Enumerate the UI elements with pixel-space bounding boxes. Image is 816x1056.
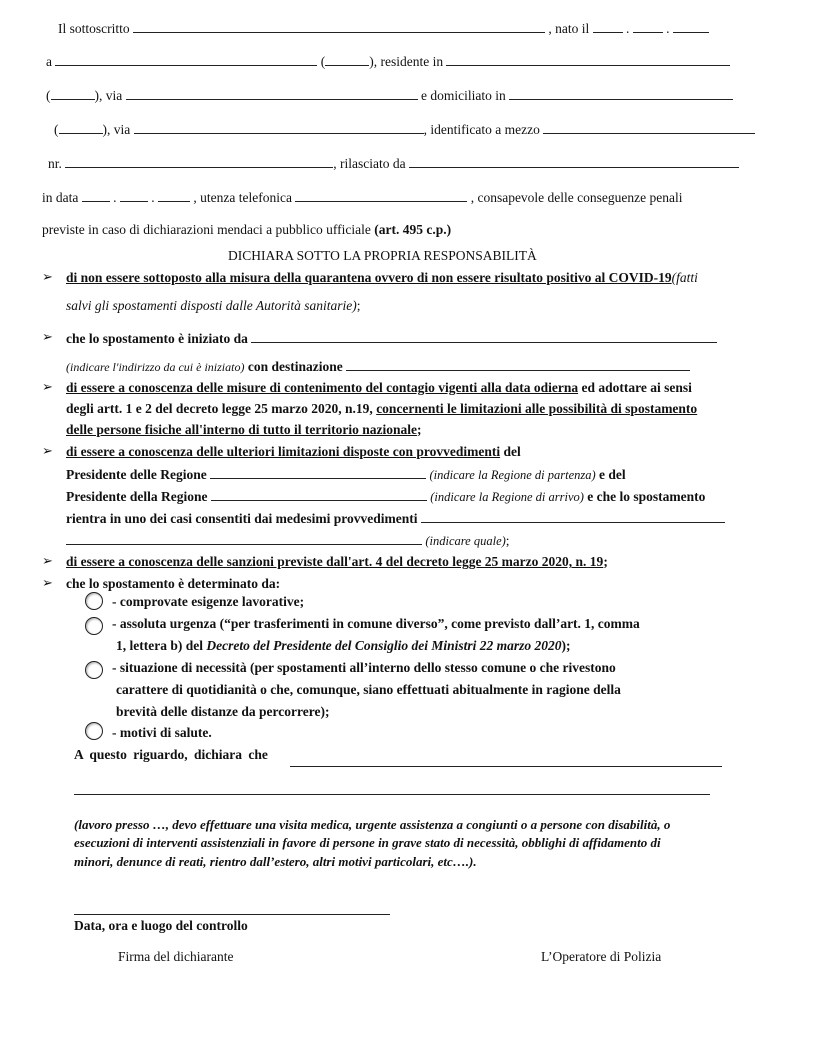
decl-4-rientra: rientra in uno dei casi consentiti dai medesimi provvedimenti: [66, 511, 418, 526]
field-numero-documento[interactable]: [65, 155, 333, 168]
option-lavoro-radio[interactable]: [85, 592, 103, 610]
declaration-heading: [228, 248, 537, 264]
field-data-ora-luogo[interactable]: [74, 914, 390, 915]
decl-1-line-2: [66, 298, 361, 314]
option-salute-radio[interactable]: [85, 722, 103, 740]
option-necessita-line-1: [112, 660, 616, 676]
field-documento[interactable]: [543, 121, 755, 134]
firma-dichiarante-label: [118, 949, 233, 965]
field-telefono[interactable]: [295, 189, 467, 202]
label-identificato: , identificato a mezzo: [423, 122, 540, 137]
decl-4-line-1: [66, 444, 521, 460]
arrow-bullet-icon: ➢: [42, 329, 53, 344]
option-3-text-a: - situazione di necessità (per spostamenti all’interno dello stesso comune o che rivestono: [112, 660, 616, 675]
note-line-3: [74, 854, 477, 870]
decl-3-u1: di essere a conoscenza delle misure di contenimento del contagio vigenti alla data odierna: [66, 380, 579, 395]
label-via-domicilio: ), via: [102, 122, 131, 137]
option-necessita-line-3: [116, 704, 329, 720]
controllo-label: [74, 918, 248, 934]
note-text-2: esecuzioni di interventi assistenziali in favore di persone in grave stato di necessità, obblighi di affidamento di: [74, 835, 661, 850]
label-sottoscritto: Il sottoscritto: [58, 21, 130, 36]
decl-4-line-3: [66, 488, 705, 505]
label-rilasciato: , rilasciato da: [333, 156, 406, 171]
arrow-bullet-icon: ➢: [42, 443, 53, 458]
label-domiciliato: e domiciliato in: [421, 88, 506, 103]
decl-4-e-che: e che lo spostamento: [587, 489, 706, 504]
field-regione-arrivo[interactable]: [211, 488, 427, 501]
label-in-data: in data: [42, 190, 79, 205]
decl-4-presidente-1: Presidente delle Regione: [66, 467, 207, 482]
decl-4-line-5: [66, 532, 510, 549]
decl-1-fatti: (fatti: [671, 270, 698, 285]
note-line-1: [74, 817, 670, 833]
field-caso-consentito[interactable]: [421, 510, 725, 523]
intro-line-4: ( ), via , identificato a mezzo: [54, 121, 755, 138]
riguardo-text: A questo riguardo, dichiara che: [74, 747, 268, 762]
field-regione-partenza[interactable]: [210, 466, 426, 479]
field-data-mese[interactable]: [120, 189, 148, 202]
field-inizio-spostamento[interactable]: [251, 330, 717, 343]
decl-2-destinazione: con destinazione: [247, 359, 343, 374]
heading-text: DICHIARA SOTTO LA PROPRIA RESPONSABILITÀ: [228, 248, 537, 263]
option-2-decreto: Decreto del Presidente del Consiglio dei Ministri 22 marzo 2020: [206, 638, 562, 653]
riguardo-line: [74, 747, 268, 763]
decl-4-e-del: e del: [599, 467, 626, 482]
option-3-text-b: carattere di quotidianità o che, comunque, siano effettuati abitualmente in ragione della: [116, 682, 621, 697]
decl-4-presidente-2: Presidente della Regione: [66, 489, 208, 504]
note-text-3: minori, denunce di reati, rientro dall’estero, altri motivi particolari, etc….).: [74, 854, 477, 869]
field-nato-mese[interactable]: [633, 20, 663, 33]
intro-line-2: a ( ), residente in: [46, 53, 730, 70]
decl-2-main: che lo spostamento è iniziato da: [66, 331, 248, 346]
label-nr: nr.: [48, 156, 62, 171]
decl-3-line-1: [66, 380, 692, 396]
option-salute-label: [112, 725, 212, 741]
note-line-2: [74, 835, 661, 851]
option-necessita-radio[interactable]: [85, 661, 103, 679]
field-riguardo-1[interactable]: [290, 766, 722, 767]
option-1-text: - comprovate esigenze lavorative;: [112, 594, 305, 609]
decl-2-line-2: [66, 358, 690, 375]
decl-2-indicare: (indicare l'indirizzo da cui è iniziato): [66, 360, 245, 374]
field-residenza[interactable]: [446, 53, 730, 66]
option-3-text-c: brevità delle distanze da percorrere);: [116, 704, 330, 719]
field-riguardo-2[interactable]: [74, 794, 710, 795]
controllo-text: Data, ora e luogo del controllo: [74, 918, 248, 933]
option-4-text: - motivi di salute.: [112, 725, 212, 740]
field-provincia-nascita[interactable]: [325, 53, 369, 66]
decl-4-line-2: [66, 466, 626, 483]
field-rilasciato-da[interactable]: [409, 155, 739, 168]
label-consapevole: , consapevole delle conseguenze penali: [470, 190, 683, 205]
decl-2-line-1: [66, 330, 717, 347]
field-data-giorno[interactable]: [82, 189, 110, 202]
decl-3-t1: ed adottare ai sensi: [581, 380, 692, 395]
operatore-polizia-label: [541, 949, 661, 965]
label-art-495: (art. 495 c.p.): [374, 222, 452, 237]
intro-line-3: ( ), via e domiciliato in: [46, 87, 733, 104]
label-residente: ), residente in: [369, 54, 444, 69]
label-previste: previste in caso di dichiarazioni mendaci a pubblico ufficiale: [42, 222, 371, 237]
arrow-bullet-icon: ➢: [42, 553, 53, 568]
decl-4-end: ;: [505, 533, 510, 548]
decl-5-line-1: [66, 554, 608, 570]
decl-5-u: di essere a conoscenza delle sanzioni previste dall'art. 4 del decreto legge 25 marzo 2020, n. 19: [66, 554, 604, 569]
decl-6-main: che lo spostamento è determinato da:: [66, 576, 281, 591]
field-destinazione[interactable]: [346, 358, 690, 371]
field-via-domicilio[interactable]: [134, 121, 424, 134]
field-data-anno[interactable]: [158, 189, 190, 202]
decl-3-t2: degli artt. 1 e 2 del decreto legge 25 marzo 2020, n.19,: [66, 401, 373, 416]
field-domicilio[interactable]: [509, 87, 733, 100]
option-2-end: );: [561, 638, 571, 653]
firma-text: Firma del dichiarante: [118, 949, 234, 964]
arrow-bullet-icon: ➢: [42, 269, 53, 284]
intro-line-6: in data . . , utenza telefonica , consapevole delle conseguenze penali: [42, 190, 683, 205]
decl-3-line-2: [66, 401, 697, 417]
decl-6-line-1: [66, 576, 280, 592]
field-luogo-nascita[interactable]: [55, 53, 317, 66]
decl-1-end: ;: [356, 298, 361, 313]
intro-line-5: [48, 155, 739, 172]
decl-3-u2: concernenti le limitazioni alle possibilità di spostamento: [376, 401, 698, 416]
option-2-text-a: - assoluta urgenza (“per trasferimenti in comune diverso”, come previsto dall’art. 1, comma: [112, 616, 640, 631]
field-via-residenza[interactable]: [126, 87, 418, 100]
option-urgenza-line-2: [116, 638, 570, 654]
decl-4-line-4: [66, 510, 725, 527]
field-provincia-domicilio[interactable]: [59, 121, 103, 134]
label-utenza: , utenza telefonica: [193, 190, 292, 205]
decl-1-line-1: [66, 270, 698, 286]
decl-4-arrivo: (indicare la Regione di arrivo): [430, 490, 584, 504]
intro-line-7: [42, 222, 451, 238]
decl-3-end: ;: [416, 422, 422, 437]
label-nato: , nato il: [548, 21, 590, 36]
field-nato-anno[interactable]: [673, 20, 709, 33]
field-provincia-residenza[interactable]: [51, 87, 95, 100]
option-urgenza-radio[interactable]: [85, 617, 103, 635]
option-necessita-line-2: [116, 682, 621, 698]
arrow-bullet-icon: ➢: [42, 575, 53, 590]
note-text-1: (lavoro presso …, devo effettuare una visita medica, urgente assistenza a congiunti o a persone con disabilità, o: [74, 817, 671, 832]
decl-4-u1: di essere a conoscenza delle ulteriori limitazioni disposte con provvedimenti: [66, 444, 501, 459]
decl-4-del: del: [503, 444, 521, 459]
option-urgenza-line-1: [112, 616, 640, 632]
decl-1-salvi: salvi gli spostamenti disposti dalle Autorità sanitarie): [66, 298, 357, 313]
field-caso-consentito-2[interactable]: [66, 532, 422, 545]
decl-3-u3: delle persone fisiche all'interno di tutto il territorio nazionale: [66, 422, 417, 437]
decl-4-partenza: (indicare la Regione di partenza): [429, 468, 596, 482]
label-a: a: [46, 54, 52, 69]
field-nato-giorno[interactable]: [593, 20, 623, 33]
decl-5-end: ;: [603, 554, 608, 569]
field-nome[interactable]: [133, 20, 545, 33]
operatore-text: L’Operatore di Polizia: [541, 949, 662, 964]
option-2-text-b: 1, lettera b) del: [116, 638, 203, 653]
arrow-bullet-icon: ➢: [42, 379, 53, 394]
intro-line-1: Il sottoscritto , nato il . .: [58, 20, 709, 37]
decl-3-line-3: [66, 422, 421, 438]
option-lavoro-label: [112, 594, 304, 610]
decl-4-quale: (indicare quale): [425, 534, 506, 548]
decl-1-main: di non essere sottoposto alla misura della quarantena ovvero di non essere risultato positivo al COVID-19: [66, 270, 672, 285]
label-via-residenza: ), via: [94, 88, 123, 103]
